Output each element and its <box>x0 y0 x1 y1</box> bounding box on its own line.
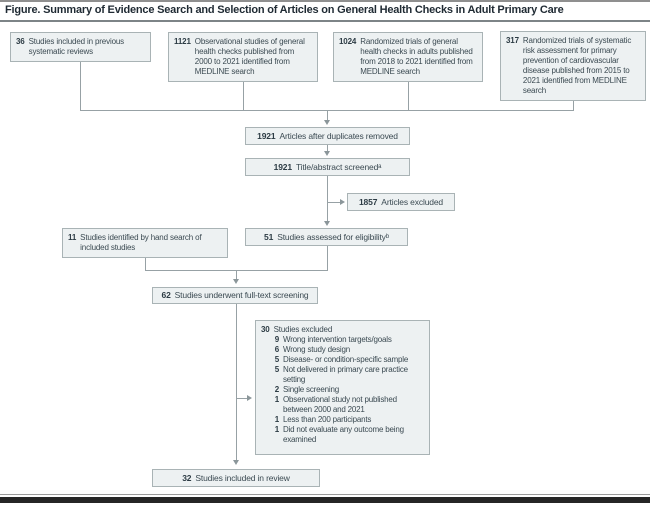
box-label: Studies included in review <box>195 472 290 483</box>
count-value: 11 <box>68 233 77 242</box>
box-articles-excluded <box>347 193 455 211</box>
count-value: 62 <box>161 290 171 301</box>
arrow-down-icon <box>324 151 330 156</box>
count-value: 2 <box>274 385 279 394</box>
bottom-thick-line <box>0 497 650 503</box>
connector-line <box>408 79 409 111</box>
box-label: Articles excluded <box>381 196 443 207</box>
top-border-line <box>0 0 650 2</box>
count-value: 36 <box>16 37 25 46</box>
figure-title: Figure. Summary of Evidence Search and Selection of Articles on General Health Checks in Adult Primary Care <box>5 4 564 16</box>
connector-line <box>243 79 244 111</box>
exclusion-reason <box>271 415 424 425</box>
reason-label: Did not evaluate any outcome being examined <box>283 425 404 444</box>
box-label: Randomized trials of general health checks in adults published from 2018 to 2021 identified from MEDLINE search <box>360 37 473 76</box>
arrow-right-icon <box>247 395 252 401</box>
arrow-down-icon <box>233 460 239 465</box>
exclusion-reason <box>271 335 424 345</box>
exclusion-reason <box>271 395 424 415</box>
exclusion-reason <box>271 355 424 365</box>
reason-label: Single screening <box>283 385 339 394</box>
reason-label: Not delivered in primary care practice setting <box>283 365 408 384</box>
box-label: Title/abstract screened <box>295 161 379 172</box>
arrow-down-icon <box>324 221 330 226</box>
count-value: 1857 <box>358 196 378 207</box>
count-value: 5 <box>274 365 279 374</box>
reason-label: Observational study not published between 2000 and 2021 <box>283 395 397 414</box>
count-value: 6 <box>274 345 279 354</box>
box-label: Randomized trials of systematic risk assessment for primary prevention of cardiovascular disease published from 2015 to 2021 identified from MEDLINE search <box>522 36 632 95</box>
connector-line <box>80 60 81 111</box>
count-value: 1921 <box>273 161 292 172</box>
box-title-abstract-screened: 1921 Title/abstract screened a <box>245 158 410 176</box>
box-studies-excluded <box>255 320 430 455</box>
connector-line <box>327 246 328 271</box>
box-label: Studies assessed for eligibility <box>277 231 386 242</box>
connector-line <box>236 303 237 461</box>
count-value: 32 <box>182 472 192 483</box>
count-value: 1 <box>274 395 279 404</box>
exclusion-reason <box>271 345 424 355</box>
box-label: Studies identified by hand search of included studies <box>80 233 202 252</box>
box-observational-studies <box>168 32 318 82</box>
exclusion-reason <box>271 365 424 385</box>
count-value: 1921 <box>257 130 276 141</box>
box-randomized-trials-risk-assessment <box>500 31 646 101</box>
count-value: 317 <box>506 36 519 45</box>
count-value: 5 <box>274 355 279 364</box>
box-label: Studies excluded <box>273 325 333 334</box>
connector-line <box>327 176 328 222</box>
count-value: 9 <box>274 335 279 344</box>
count-value: 30 <box>261 325 270 334</box>
count-value: 1 <box>274 415 279 424</box>
reason-label: Wrong intervention targets/goals <box>283 335 392 344</box>
arrow-down-icon <box>233 279 239 284</box>
arrow-right-icon <box>340 199 345 205</box>
count-value: 1024 <box>339 37 357 46</box>
reason-label: Disease- or condition-specific sample <box>283 355 409 364</box>
reason-label: Wrong study design <box>283 345 350 354</box>
box-hand-search-studies <box>62 228 228 258</box>
exclusion-reason <box>271 385 424 395</box>
exclusion-reason <box>271 425 424 445</box>
connector-line <box>327 202 341 203</box>
box-previous-systematic-reviews <box>10 32 151 62</box>
arrow-down-icon <box>324 120 330 125</box>
box-articles-after-duplicates-removed <box>245 127 410 145</box>
box-label: Studies underwent full-text screening <box>174 290 309 301</box>
box-label: Studies included in previous systematic reviews <box>28 37 125 56</box>
box-randomized-trials-health-checks <box>333 32 483 82</box>
reason-label: Less than 200 participants <box>283 415 372 424</box>
box-assessed-for-eligibility: 51 Studies assessed for eligibility b <box>245 228 408 246</box>
bottom-thin-line <box>0 494 650 495</box>
exclusion-reason-list <box>261 335 424 445</box>
count-value: 1 <box>274 425 279 434</box>
box-label: Observational studies of general health checks published from 2000 to 2021 identified from MEDLINE search <box>194 37 305 76</box>
count-value: 1121 <box>174 37 191 46</box>
count-value: 51 <box>264 231 274 242</box>
box-studies-included-in-review <box>152 469 320 487</box>
box-full-text-screening <box>152 287 318 304</box>
box-label: Articles after duplicates removed <box>279 130 398 141</box>
title-divider-line <box>0 20 650 22</box>
connector-line <box>236 398 247 399</box>
